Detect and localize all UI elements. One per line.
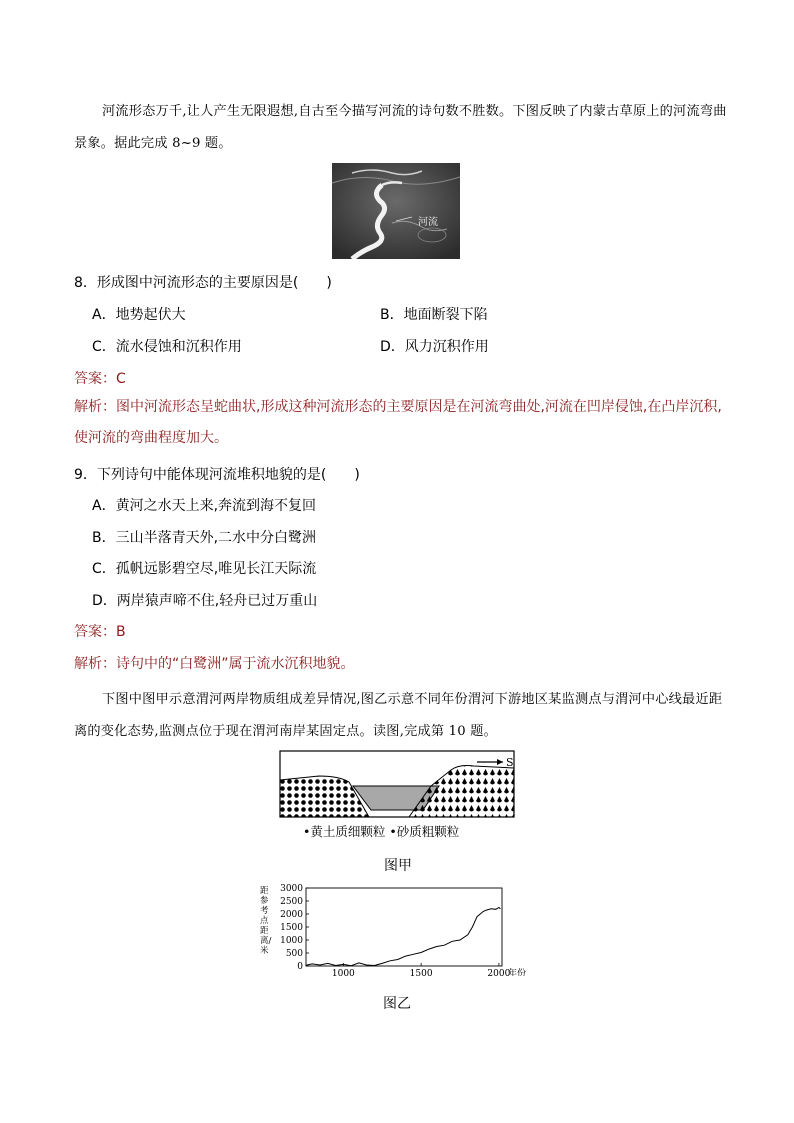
y-tick-label: 2000 <box>280 910 303 920</box>
question-8-stem: 8．形成图中河流形态的主要原因是( ) <box>74 275 332 291</box>
river-photo <box>332 163 460 259</box>
x-tick-label: 1000 <box>331 969 355 976</box>
river-label: 河流 <box>418 217 438 228</box>
q8-option-c: C．流水侵蚀和沉积作用 <box>92 339 242 355</box>
y-tick-label: 3000 <box>280 884 303 894</box>
x-tick-label: 1500 <box>409 969 433 976</box>
y-tick-label: 500 <box>285 949 303 959</box>
q8-analysis: 解析：图中河流形态呈蛇曲状,形成这种河流形态的主要原因是在河流弯曲处,河流在凹岸侵蚀,在凸岸沉积,使河流的弯曲程度加大。 <box>74 399 722 446</box>
q9-option-b: B．三山半落青天外,二水中分白鹭洲 <box>92 530 317 546</box>
intro-paragraph-2: 下图中图甲示意渭河两岸物质组成差异情况,图乙示意不同年份渭河下游地区某监测点与渭河中心线最近距离的变化态势,监测点位于现在渭河南岸某固定点。读图,完成第 10 题。 <box>74 692 723 739</box>
river-cross-section-diagram <box>279 750 515 820</box>
q9-option-a: A．黄河之水天上来,奔流到海不复回 <box>92 498 317 514</box>
q8-option-d: D．风力沉积作用 <box>380 339 489 355</box>
direction-label: S <box>506 756 514 769</box>
question-9-stem: 9．下列诗句中能体现河流堆积地貌的是( ) <box>74 467 360 483</box>
q8-answer: 答案：C <box>74 371 126 387</box>
intro-paragraph-1: 河流形态万千,让人产生无限遐想,自古至今描写河流的诗句数不胜数。下图反映了内蒙古草原上的河流弯曲景象。据此完成 8~9 题。 <box>74 104 727 151</box>
q9-option-d: D．两岸猿声啼不住,轻舟已过万重山 <box>92 593 318 609</box>
y-tick-label: 0 <box>297 962 303 972</box>
y-tick-label: 1000 <box>280 936 303 946</box>
legend-loess-fine: •黄土质细颗粒 <box>303 824 386 839</box>
figure-jia <box>279 750 515 842</box>
distance-series-line <box>306 908 500 966</box>
legend-sandy-coarse: •砂质粗颗粒 <box>389 824 460 839</box>
figure-yi <box>258 884 538 976</box>
q9-answer: 答案：B <box>74 624 126 640</box>
figure-yi-caption: 图乙 <box>383 996 411 1012</box>
y-axis-label: 距参考点距离/米 <box>260 886 272 956</box>
chart-ticks <box>280 884 511 976</box>
figure-jia-caption: 图甲 <box>384 858 412 874</box>
distance-line-chart <box>258 884 538 976</box>
q8-option-b: B．地面断裂下陷 <box>380 307 488 323</box>
x-tick-label: 2000 <box>487 969 511 976</box>
y-tick-label: 2500 <box>280 897 303 907</box>
y-tick-label: 1500 <box>280 923 303 933</box>
x-axis-label: 年份 <box>508 969 527 976</box>
river-meander-image <box>332 163 460 259</box>
q8-option-a: A．地势起伏大 <box>92 307 186 323</box>
q9-option-c: C．孤帆远影碧空尽,唯见长江天际流 <box>92 561 317 577</box>
q9-analysis: 解析：诗句中的“白鹭洲”属于流水沉积地貌。 <box>74 656 355 672</box>
